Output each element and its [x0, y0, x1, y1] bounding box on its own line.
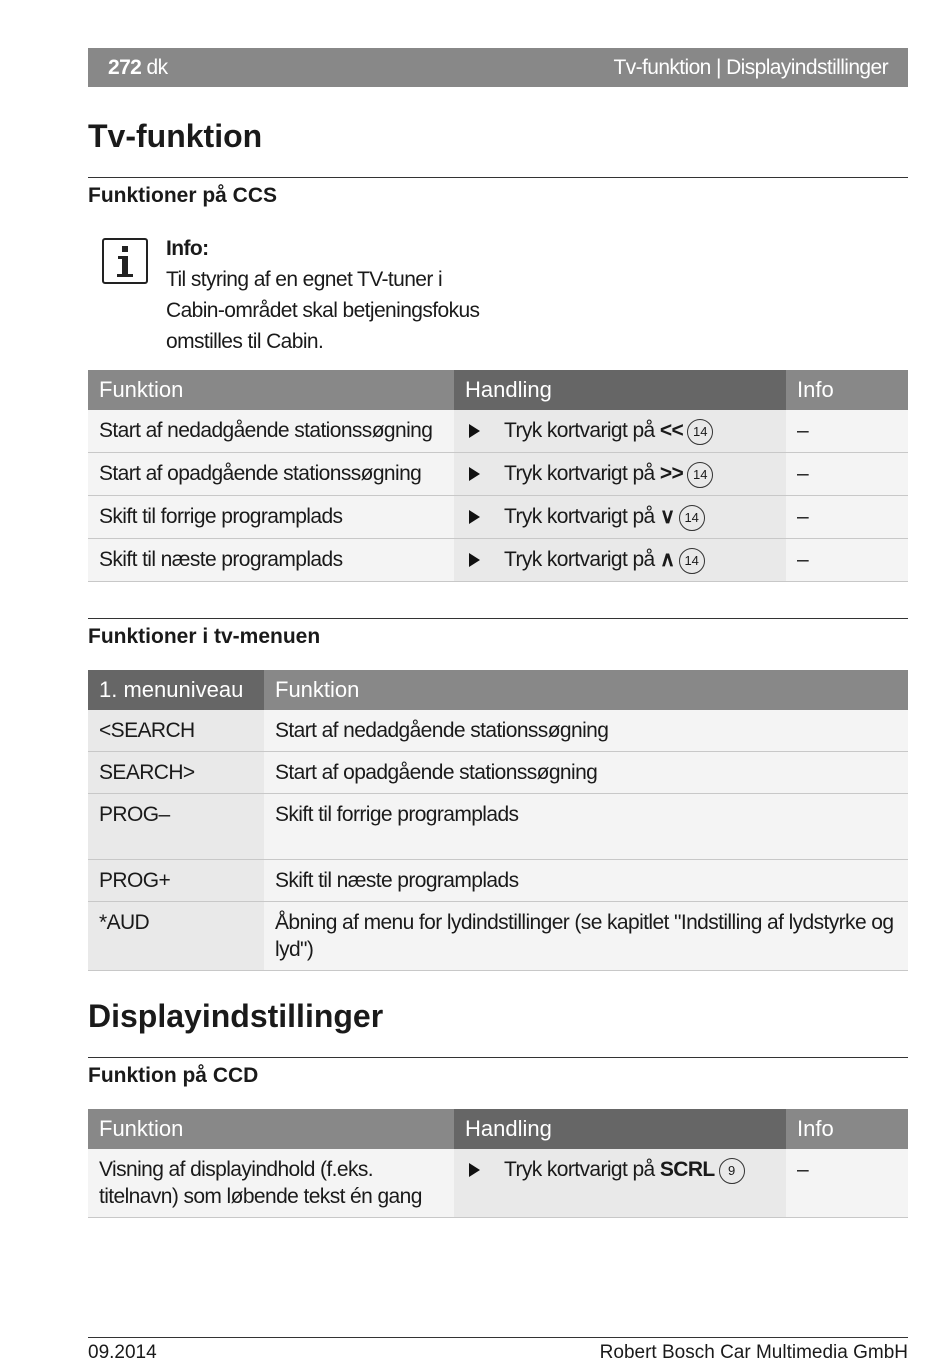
menu-table — [88, 670, 908, 971]
cell-funktion: Start af nedadgående stationssøgning — [264, 710, 908, 752]
col-header-funktion: Funktion — [88, 1109, 454, 1149]
cell-funktion: Start af nedadgående stationssøgning — [88, 410, 454, 453]
action-text: Tryk kortvarigt på — [504, 505, 655, 528]
ccs-table — [88, 370, 908, 582]
col-header-info: Info — [786, 370, 908, 410]
footer-date: 09.2014 — [88, 1342, 157, 1363]
table-row — [88, 410, 908, 453]
table-row — [88, 710, 908, 752]
table-row — [88, 453, 908, 496]
ref-number: 14 — [687, 462, 713, 488]
col-header-menuniveau: 1. menuniveau — [88, 670, 264, 710]
cell-funktion: Visning af displayindhold (f.eks. titelnavn) som løbende tekst én gang — [88, 1149, 454, 1218]
info-text — [166, 233, 506, 357]
menu-heading: Funktioner i tv-menuen — [88, 625, 321, 648]
footer-divider — [88, 1337, 908, 1338]
table-header-row — [88, 370, 908, 410]
page-number: 272 — [108, 55, 142, 79]
play-arrow-icon — [469, 1163, 480, 1177]
divider — [88, 618, 908, 619]
info-line: Til styring af en egnet TV-tuner i — [166, 268, 443, 291]
header-section-title: Tv-funktion | Displayindstillinger — [613, 55, 888, 79]
cell-funktion: Skift til forrige programplads — [264, 794, 908, 860]
table-row — [88, 752, 908, 794]
col-header-handling: Handling — [454, 1109, 786, 1149]
ccs-heading: Funktioner på CCS — [88, 184, 278, 207]
table-row — [88, 902, 908, 971]
section-title-tv: Tv-funktion — [88, 118, 263, 154]
table-row — [88, 1149, 908, 1218]
col-header-handling: Handling — [454, 370, 786, 410]
cell-menuniveau: PROG+ — [88, 860, 264, 902]
forward-icon: >> — [659, 462, 684, 485]
info-icon — [102, 238, 148, 284]
action-text: Tryk kortvarigt på — [504, 548, 655, 571]
table-row — [88, 539, 908, 582]
ref-number: 9 — [719, 1158, 745, 1184]
ref-number: 14 — [679, 505, 705, 531]
info-line: Cabin-området skal betjeningsfokus — [166, 299, 480, 322]
cell-info: – — [786, 539, 908, 582]
cell-info: – — [786, 410, 908, 453]
play-arrow-icon — [469, 510, 480, 524]
cell-info: – — [786, 453, 908, 496]
play-arrow-icon — [469, 553, 480, 567]
chevron-down-icon: ∨ — [659, 505, 675, 528]
col-header-funktion: Funktion — [264, 670, 908, 710]
footer-company: Robert Bosch Car Multimedia GmbH — [599, 1342, 908, 1363]
chevron-up-icon: ∧ — [659, 548, 675, 571]
section-title-display: Displayindstillinger — [88, 998, 384, 1034]
play-arrow-icon — [469, 467, 480, 481]
cell-funktion: Start af opadgående stationssøgning — [88, 453, 454, 496]
ccd-heading: Funktion på CCD — [88, 1064, 259, 1087]
ref-number: 14 — [679, 548, 705, 574]
cell-handling — [454, 539, 786, 582]
table-row — [88, 496, 908, 539]
scrl-key-label: SCRL — [659, 1158, 715, 1181]
table-row — [88, 794, 908, 860]
ccd-table — [88, 1109, 908, 1218]
play-arrow-icon — [469, 424, 480, 438]
cell-menuniveau: *AUD — [88, 902, 264, 971]
cell-menuniveau: <SEARCH — [88, 710, 264, 752]
cell-funktion: Åbning af menu for lydindstillinger (se kapitlet "Indstilling af lydstyrke og lyd") — [264, 902, 908, 971]
col-header-funktion: Funktion — [88, 370, 454, 410]
cell-info: – — [786, 496, 908, 539]
cell-funktion: Skift til næste programplads — [264, 860, 908, 902]
divider — [88, 177, 908, 178]
info-line: omstilles til Cabin. — [166, 330, 324, 353]
ref-number: 14 — [687, 419, 713, 445]
action-text: Tryk kortvarigt på — [504, 462, 655, 485]
divider — [88, 1057, 908, 1058]
cell-handling — [454, 453, 786, 496]
rewind-icon: << — [659, 419, 684, 442]
cell-handling — [454, 1149, 786, 1218]
cell-info: – — [786, 1149, 908, 1218]
cell-funktion: Skift til forrige programplads — [88, 496, 454, 539]
cell-handling — [454, 496, 786, 539]
cell-funktion: Start af opadgående stationssøgning — [264, 752, 908, 794]
cell-funktion: Skift til næste programplads — [88, 539, 454, 582]
page-header — [88, 48, 908, 87]
cell-menuniveau: SEARCH> — [88, 752, 264, 794]
cell-handling — [454, 410, 786, 453]
action-text: Tryk kortvarigt på — [504, 419, 655, 442]
col-header-info: Info — [786, 1109, 908, 1149]
page-language: dk — [146, 55, 168, 79]
table-header-row — [88, 670, 908, 710]
table-header-row — [88, 1109, 908, 1149]
header-page-info — [108, 56, 167, 80]
cell-menuniveau: PROG– — [88, 794, 264, 860]
table-row — [88, 860, 908, 902]
action-text: Tryk kortvarigt på — [504, 1158, 655, 1181]
info-title: Info: — [166, 237, 209, 260]
